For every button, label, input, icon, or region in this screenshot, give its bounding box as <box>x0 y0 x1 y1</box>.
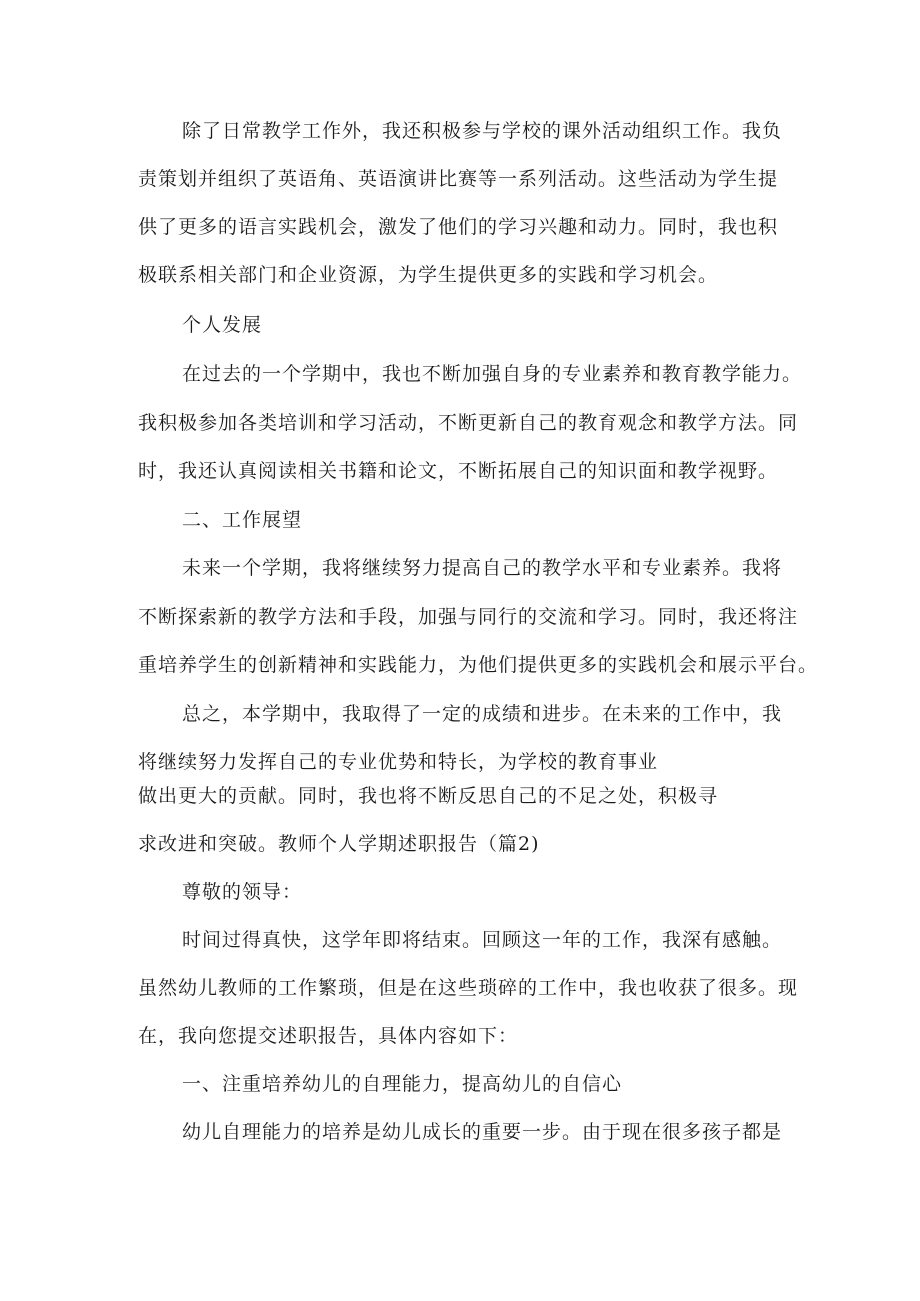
text-line: 重培养学生的创新精神和实践能力，为他们提供更多的实践机会和展示平台。 <box>138 654 819 676</box>
text-line: 极联系相关部门和企业资源，为学生提供更多的实践和学习机会。 <box>138 264 719 286</box>
text-line: 不断探索新的教学方法和手段，加强与同行的交流和学习。同时，我还将注 <box>138 606 799 628</box>
text-line: 幼儿自理能力的培养是幼儿成长的重要一步。由于现在很多孩子都是 <box>182 1121 783 1143</box>
text-line: 我积极参加各类培训和学习活动，不断更新自己的教育观念和教学方法。同 <box>138 412 799 434</box>
text-line: 供了更多的语言实践机会，激发了他们的学习兴趣和动力。同时，我也积 <box>138 216 779 238</box>
section-heading: 二、工作展望 <box>182 509 303 531</box>
text-line: 时间过得真快，这学年即将结束。回顾这一年的工作，我深有感触。 <box>182 929 783 951</box>
text-line: 在，我向您提交述职报告，具体内容如下： <box>138 1025 519 1047</box>
text-line: 未来一个学期，我将继续努力提高自己的教学水平和专业素养。我将 <box>182 557 783 579</box>
text-line: 做出更大的贡献。同时，我也将不断反思自己的不足之处，积极寻 <box>138 785 719 807</box>
text-line: 将继续努力发挥自己的专业优势和特长，为学校的教育事业 <box>138 751 659 773</box>
text-line: 责策划并组织了英语角、英语演讲比赛等一系列活动。这些活动为学生提 <box>138 168 779 190</box>
salutation: 尊敬的领导： <box>182 881 303 903</box>
text-line: 总之，本学期中，我取得了一定的成绩和进步。在未来的工作中，我 <box>182 703 783 725</box>
text-line: 求改进和突破。教师个人学期述职报告（篇2) <box>138 833 540 855</box>
text-line: 除了日常教学工作外，我还积极参与学校的课外活动组织工作。我负 <box>182 120 783 142</box>
section-heading: 一、注重培养幼儿的自理能力，提高幼儿的自信心 <box>182 1073 623 1095</box>
section-heading: 个人发展 <box>182 314 263 336</box>
text-line: 虽然幼儿教师的工作繁琐，但是在这些琐碎的工作中，我也收获了很多。现 <box>138 977 799 999</box>
text-line: 在过去的一个学期中，我也不断加强自身的专业素养和教育教学能力。 <box>182 363 803 385</box>
text-line: 时，我还认真阅读相关书籍和论文，不断拓展自己的知识面和教学视野。 <box>138 460 779 482</box>
